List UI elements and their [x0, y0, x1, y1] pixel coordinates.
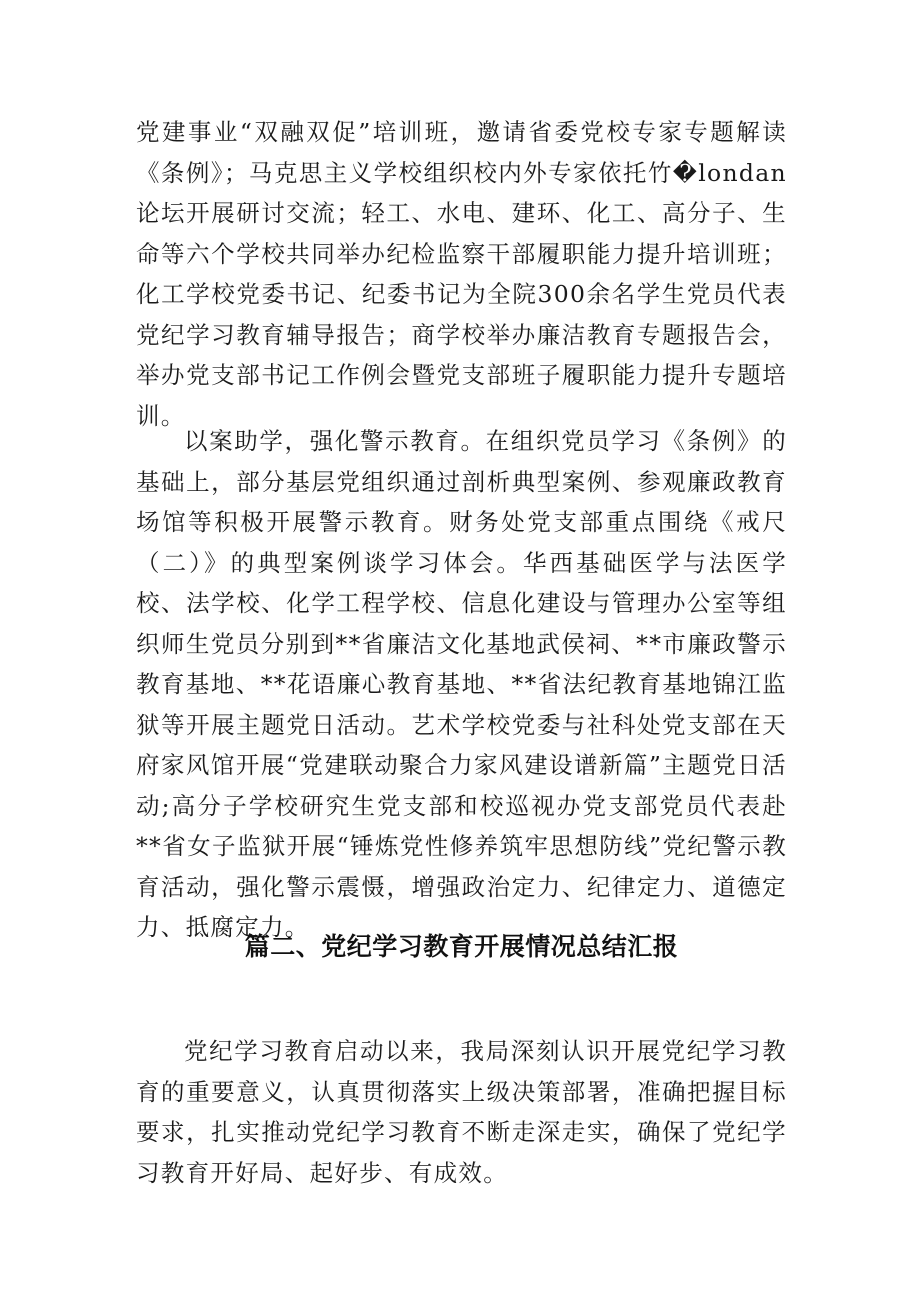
body-paragraph-continued: 党建事业“双融双促”培训班，邀请省委党校专家专题解读《条例》；马克思主义学校组织校内外专家依托竹�londan论坛开展研讨交流；轻工、水电、建环、化工、高分子、生命等六个学校共同举办纪检监察干部履职能力提升培训班；化工学校党委书记、纪委书记为全院300余名学生党员代表党纪学习教育辅导报告；商学校举办廉洁教育专题报告会，举办党支部书记工作例会暨党支部班子履职能力提升专题培训。: [136, 118, 787, 430]
section-heading: 篇二、党纪学习教育开展情况总结汇报: [244, 932, 679, 961]
body-paragraph-warning-education: 以案助学，强化警示教育。在组织党员学习《条例》的基础上，部分基层党组织通过剖析典型案例、参观廉政教育场馆等积极开展警示教育。财务处党支部重点围绕《戒尺（二）》的典型案例谈学习体会。华西基础医学与法医学校、法学校、化学工程学校、信息化建设与管理办公室等组织师生党员分别到**省廉洁文化基地武侯祠、**市廉政警示教育基地、**花语廉心教育基地、**省法纪教育基地锦江监狱等开展主题党日活动。艺术学校党委与社科处党支部在天府家风馆开展“党建联动聚合力家风建设谱新篇”主题党日活动;高分子学校研究生党支部和校巡视办党支部党员代表赴**省女子监狱开展“锤炼党性修养筑牢思想防线”党纪警示教育活动，强化警示震慑，增强政治定力、纪律定力、道德定力、抵腐定力。: [136, 427, 787, 941]
section-intro-paragraph: 党纪学习教育启动以来，我局深刻认识开展党纪学习教育的重要意义，认真贯彻落实上级决策部署，准确把握目标要求，扎实推动党纪学习教育不断走深走实，确保了党纪学习教育开好局、起好步、有成效。: [136, 1037, 787, 1187]
